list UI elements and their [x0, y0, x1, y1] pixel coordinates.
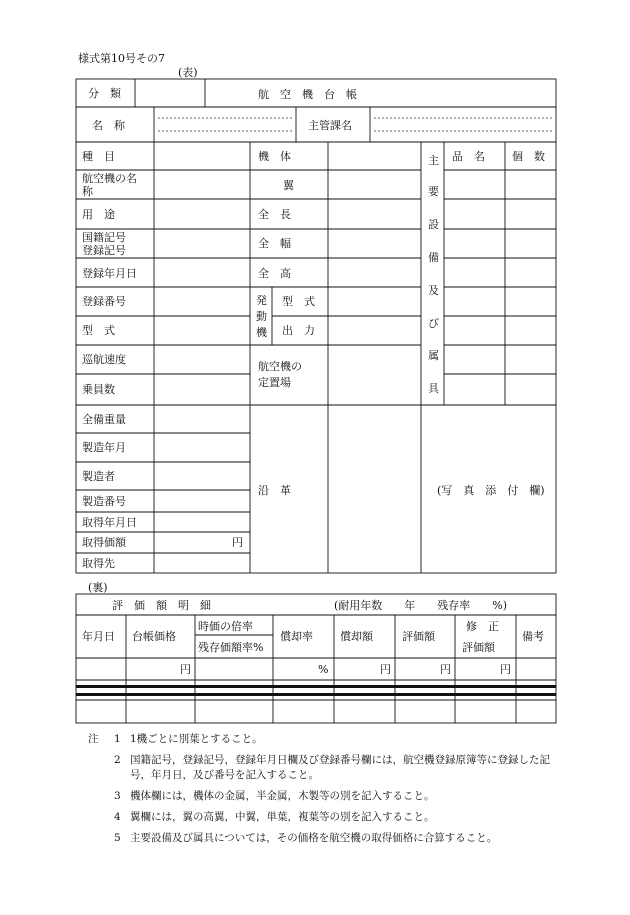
- col-daicho-price: 台帳価格: [132, 630, 176, 643]
- front-label: (表): [178, 66, 198, 79]
- row-zencho: 全 長: [258, 208, 291, 221]
- col-hyokagaku: 評価額: [402, 630, 435, 643]
- col-shokyakugaku: 償却額: [340, 630, 373, 643]
- row-teichijo-2: 定置場: [258, 376, 291, 389]
- unit-percent: %: [318, 663, 329, 676]
- note-text: 国籍記号，登録記号，登録年月日欄及び登録番号欄には，航空機登録原簿等に登録した記号，年月日，及び番号を記入すること。: [130, 754, 550, 781]
- row-engine-shutsuryoku: 出 力: [282, 324, 315, 337]
- row-seizo-no: 製造番号: [82, 495, 126, 508]
- col-shusei-1: 修 正: [466, 620, 499, 633]
- row-zenko: 全 高: [258, 267, 291, 280]
- form-number: 様式第10号その7: [78, 52, 165, 65]
- valuation-header: 評 価 額 明 細: [112, 599, 211, 612]
- tainen-nensu: (耐用年数 年 残存率 %): [334, 599, 508, 612]
- note-1: [88, 732, 568, 747]
- bunrui-label: 分 類: [88, 87, 121, 100]
- row-zenbi: 全備重量: [82, 413, 126, 426]
- row-toroku-kigo: 登録記号: [82, 244, 126, 257]
- row-engine-kata: 型 式: [282, 295, 315, 308]
- back-label: (裏): [88, 581, 108, 594]
- meisho-label: 名 称: [92, 119, 125, 132]
- row-seizo-date: 製造年月: [82, 441, 126, 454]
- equip-header-kosu: 個 数: [512, 150, 545, 163]
- row-zenpuku: 全 幅: [258, 237, 291, 250]
- unit-yen-daicho: 円: [180, 663, 191, 676]
- note-2: [88, 753, 568, 783]
- row-shutoku-date: 取得年月日: [82, 516, 137, 529]
- row-shumoku: 種 目: [82, 150, 115, 163]
- note-label: 注: [88, 733, 99, 745]
- equip-header-hinmei: 品 名: [452, 150, 485, 163]
- row-toroku-date: 登録年月日: [82, 267, 137, 280]
- note-text: 機体欄には，機体の金属，半金属，木製等の別を記入すること。: [130, 790, 435, 802]
- row-kitai: 機 体: [258, 150, 291, 163]
- equip-char-3: 備: [428, 251, 439, 264]
- row-hatsudoki-2: 動: [256, 310, 267, 323]
- note-3: [88, 789, 568, 804]
- col-zanson-kagakuritsu: 残存価額率%: [198, 641, 264, 654]
- row-kokuseki: 国籍記号: [82, 231, 126, 244]
- equip-char-4: 及: [428, 284, 439, 297]
- yen-unit: 円: [232, 536, 243, 549]
- col-shokyakuritsu: 償却率: [280, 630, 313, 643]
- row-join: 乗員数: [82, 383, 115, 396]
- note-text: 1機ごとに別葉とすること。: [130, 733, 263, 745]
- note-number: 1: [114, 733, 121, 745]
- notes-section: [88, 732, 568, 852]
- photo-field: (写 真 添 付 欄): [437, 484, 545, 497]
- row-kokuki-name-2: 称: [82, 185, 93, 198]
- row-shutoku-kagaku: 取得価額: [82, 536, 126, 549]
- shukan-label: 主管課名: [308, 119, 352, 132]
- equip-char-5: び: [428, 317, 439, 330]
- unit-yen-hyoka: 円: [440, 663, 451, 676]
- note-5: [88, 831, 568, 846]
- valuation-table: [0, 590, 630, 730]
- col-date: 年月日: [82, 630, 115, 643]
- note-number: 2: [114, 754, 121, 766]
- note-number: 3: [114, 790, 121, 802]
- equip-char-7: 具: [428, 382, 439, 395]
- equip-char-0: 主: [428, 154, 439, 167]
- note-number: 4: [114, 811, 121, 823]
- note-4: [88, 810, 568, 825]
- row-kokuki-name-1: 航空機の名: [82, 172, 137, 185]
- equip-char-6: 属: [428, 349, 439, 362]
- note-text: 主要設備及び属具については，その価格を航空機の取得価格に合算すること。: [130, 832, 498, 844]
- row-yoto: 用 途: [82, 208, 115, 221]
- row-tsubasa: 翼: [283, 179, 294, 192]
- row-teichijo-1: 航空機の: [258, 360, 302, 373]
- equip-char-1: 要: [428, 185, 439, 198]
- row-seizosha: 製造者: [82, 470, 115, 483]
- unit-yen-shokyaku: 円: [380, 663, 391, 676]
- col-shusei-2: 評価額: [462, 641, 495, 654]
- row-enkaku: 沿 革: [258, 484, 291, 497]
- ledger-title: 航 空 機 台 帳: [258, 88, 357, 101]
- row-hatsudoki-3: 機: [256, 326, 267, 339]
- note-text: 翼欄には，翼の高翼，中翼，単葉，複葉等の別を記入すること。: [130, 811, 435, 823]
- row-hatsudoki-1: 発: [256, 294, 267, 307]
- col-biko: 備考: [522, 630, 544, 643]
- row-junko: 巡航速度: [82, 353, 126, 366]
- row-shutokusaki: 取得先: [82, 557, 115, 570]
- row-kata: 型 式: [82, 324, 115, 337]
- unit-yen-shusei: 円: [500, 663, 511, 676]
- note-number: 5: [114, 832, 121, 844]
- col-jika-bairitsu: 時価の倍率: [198, 620, 253, 633]
- equip-char-2: 設: [428, 218, 439, 231]
- row-toroku-no: 登録番号: [82, 295, 126, 308]
